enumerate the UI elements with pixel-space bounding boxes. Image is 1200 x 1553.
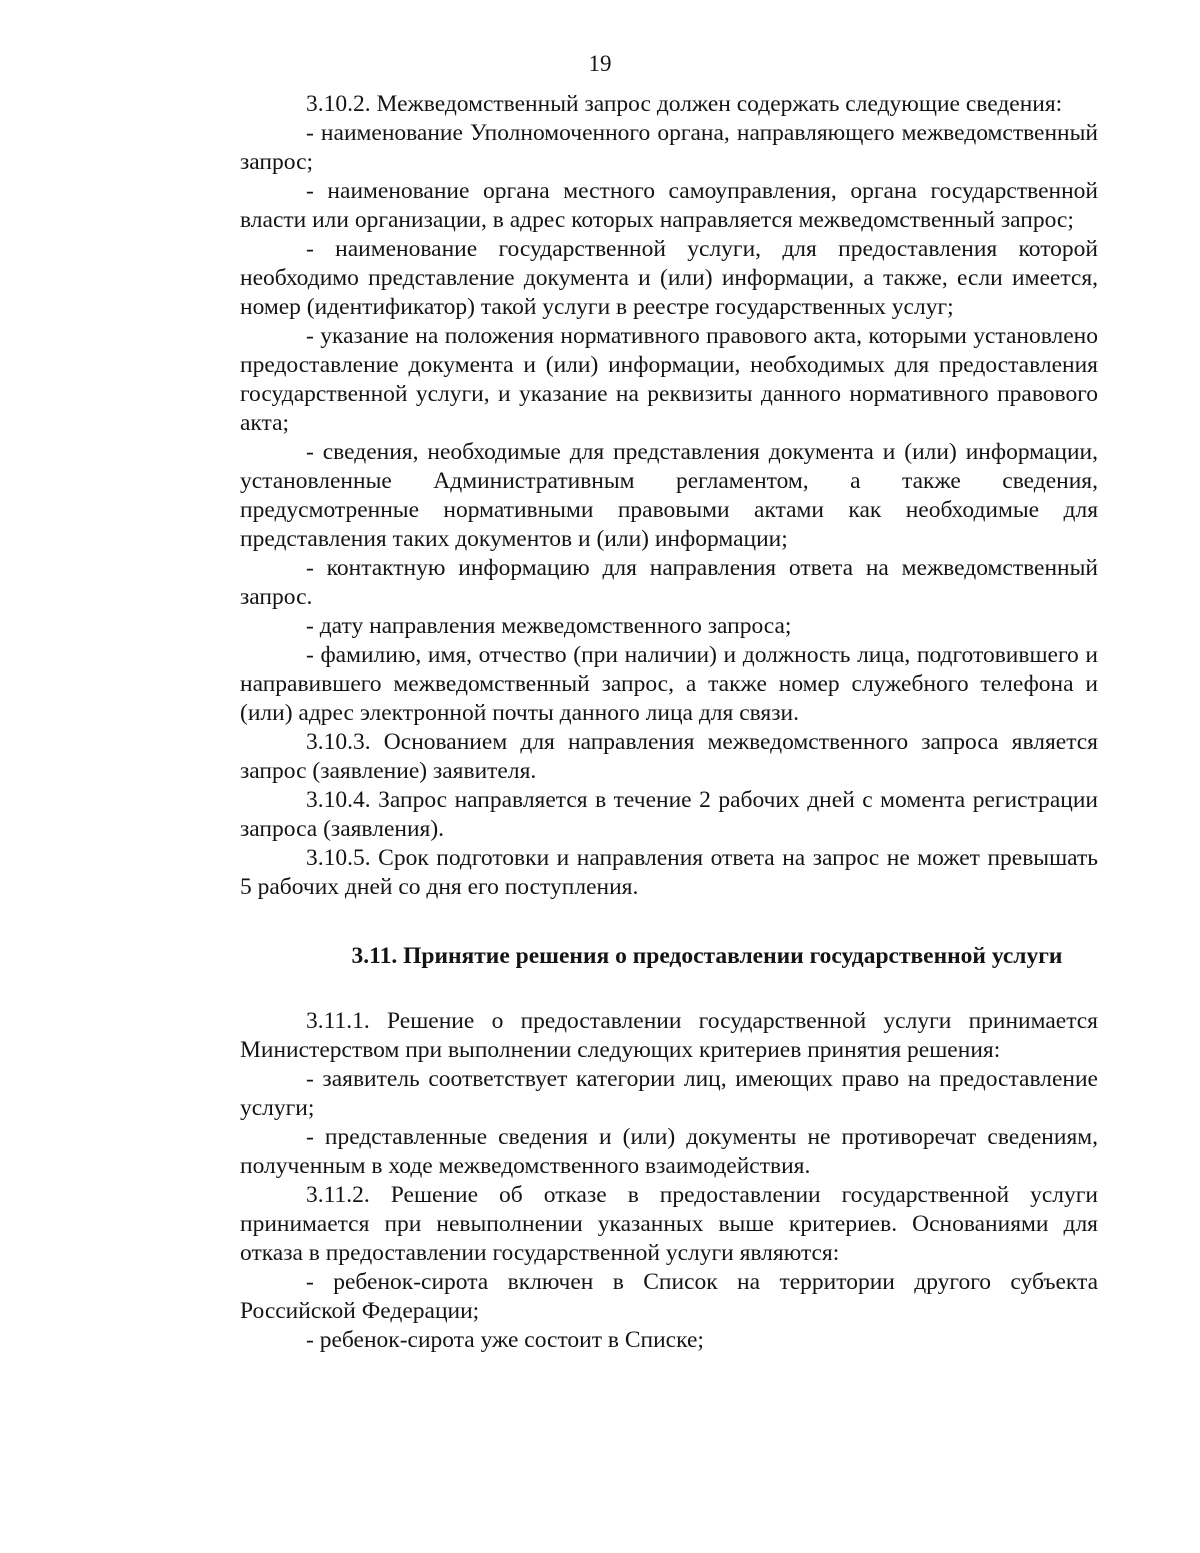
list-item-responsible-person: - фамилию, имя, отчество (при наличии) и должность лица, подготовившего и направившего межведомственный запрос, а также номер служебного телефона и (или) адрес электронной почты данного лица для связи. (240, 642, 1098, 726)
paragraph-3-10-4: 3.10.4. Запрос направляется в течение 2 рабочих дней с момента регистрации запроса (заявления). (240, 787, 1098, 842)
document-body (240, 90, 1098, 1355)
list-item-service-name: - наименование государственной услуги, для предоставления которой необходимо представление документа и (или) информации, а также, если имеется, номер (идентификатор) такой услуги в реестре государственных услуг; (240, 236, 1098, 320)
list-item-contact-info: - контактную информацию для направления ответа на межведомственный запрос. (240, 555, 1098, 610)
list-item-authority-name: - наименование Уполномоченного органа, направляющего межведомственный запрос; (240, 120, 1098, 175)
paragraph-3-10-3: 3.10.3. Основанием для направления межведомственного запроса является запрос (заявление) заявителя. (240, 729, 1098, 784)
list-item-recipient-name: - наименование органа местного самоуправления, органа государственной власти или организации, в адрес которых направляется межведомственный запрос; (240, 178, 1098, 233)
list-item-other-region: - ребенок-сирота включен в Список на территории другого субъекта Российской Федерации; (240, 1269, 1098, 1324)
list-item-consistent-info: - представленные сведения и (или) документы не противоречат сведениям, полученным в ходе межведомственного взаимодействия. (240, 1124, 1098, 1179)
section-heading-3-11: 3.11. Принятие решения о предоставлении государственной услуги (351, 943, 1063, 969)
paragraph-3-11-2: 3.11.2. Решение об отказе в предоставлении государственной услуги принимается при невыполнении указанных выше критериев. Основаниями для отказа в предоставлении государственной услуги являются: (240, 1182, 1098, 1266)
paragraph-3-10-2: 3.10.2. Межведомственный запрос должен содержать следующие сведения: (306, 91, 1063, 117)
list-item-already-listed: - ребенок-сирота уже состоит в Списке; (306, 1327, 704, 1353)
list-item-applicant-category: - заявитель соответствует категории лиц, имеющих право на предоставление услуги; (240, 1066, 1098, 1121)
list-item-required-info: - сведения, необходимые для представления документа и (или) информации, установленные Административным регламентом, а также сведения, предусмотренные нормативными правовыми актами как необходимые для представления таких документов и (или) информации; (240, 439, 1098, 552)
paragraph-3-11-1: 3.11.1. Решение о предоставлении государственной услуги принимается Министерством при выполнении следующих критериев принятия решения: (240, 1008, 1098, 1063)
list-item-legal-act: - указание на положения нормативного правового акта, которыми установлено предоставление документа и (или) информации, необходимых для предоставления государственной услуги, и указание на реквизиты данного нормативного правового акта; (240, 323, 1098, 436)
page-number: 19 (588, 51, 612, 76)
list-item-request-date: - дату направления межведомственного запроса; (306, 613, 792, 639)
paragraph-3-10-5: 3.10.5. Срок подготовки и направления ответа на запрос не может превышать 5 рабочих дней со дня его поступления. (240, 845, 1098, 900)
